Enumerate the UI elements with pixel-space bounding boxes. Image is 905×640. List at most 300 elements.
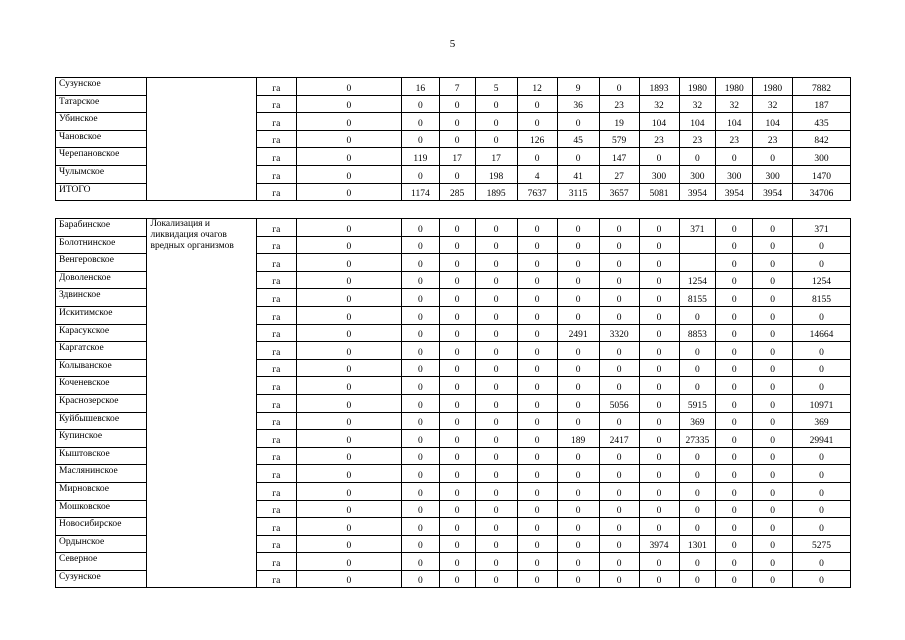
value-cell: 0 [753,271,793,289]
unit-cell: га [256,553,296,571]
value-cell: 0 [557,465,599,483]
value-cell: 0 [557,553,599,571]
value-cell: 0 [599,289,639,307]
value-cell: 0 [517,394,557,412]
value-cell: 0 [599,518,639,536]
value-cell: 0 [517,412,557,430]
value-cell: 0 [475,236,517,254]
unit-cell: га [256,130,296,148]
region-name-cell: Северное [56,553,147,571]
value-cell: 0 [557,306,599,324]
region-name-cell: Убинское [56,113,147,131]
value-cell: 0 [679,465,716,483]
value-cell: 0 [296,359,401,377]
value-cell: 0 [296,553,401,571]
region-name-cell: Сузунское [56,78,147,96]
value-cell: 300 [639,165,679,183]
value-cell: 23 [679,130,716,148]
value-cell: 0 [599,447,639,465]
value-cell: 0 [517,482,557,500]
value-cell: 0 [475,271,517,289]
value-cell: 0 [753,447,793,465]
value-cell: 371 [679,219,716,237]
unit-cell: га [256,289,296,307]
table-row [56,78,851,96]
value-cell: 198 [475,165,517,183]
value-cell: 0 [639,447,679,465]
value-cell: 0 [439,236,475,254]
region-name-cell: Здвинское [56,289,147,307]
value-cell: 0 [296,306,401,324]
value-cell: 0 [753,518,793,536]
value-cell: 0 [716,219,753,237]
region-name-cell: Болотнинское [56,236,147,254]
value-cell: 0 [439,447,475,465]
value-cell: 0 [753,289,793,307]
bottom-data-table [55,218,851,588]
value-cell: 3320 [599,324,639,342]
value-cell: 0 [517,359,557,377]
value-cell: 0 [401,518,439,536]
value-cell: 0 [753,394,793,412]
value-cell: 0 [639,394,679,412]
value-cell: 189 [557,430,599,448]
value-cell: 0 [517,500,557,518]
value-cell: 0 [475,95,517,113]
unit-cell: га [256,570,296,588]
value-cell: 0 [517,113,557,131]
value-cell: 1893 [639,78,679,96]
unit-cell: га [256,482,296,500]
value-cell: 0 [401,535,439,553]
unit-cell: га [256,324,296,342]
value-cell: 17 [439,148,475,166]
value-cell: 0 [716,518,753,536]
value-cell: 147 [599,148,639,166]
value-cell: 0 [401,289,439,307]
value-cell: 0 [296,430,401,448]
value-cell: 0 [296,482,401,500]
value-cell: 0 [475,219,517,237]
region-name-cell: Чановское [56,130,147,148]
region-name-cell: Каргатское [56,342,147,360]
value-cell: 0 [401,500,439,518]
value-cell: 0 [296,219,401,237]
value-cell: 0 [401,412,439,430]
value-cell: 0 [716,342,753,360]
value-cell: 0 [401,377,439,395]
value-cell: 3954 [753,183,793,201]
unit-cell: га [256,254,296,272]
unit-cell: га [256,394,296,412]
value-cell: 5 [475,78,517,96]
value-cell: 0 [517,271,557,289]
value-cell: 0 [439,342,475,360]
value-cell: 0 [401,465,439,483]
value-cell: 0 [517,324,557,342]
value-cell: 0 [439,359,475,377]
total-value-cell: 5275 [793,535,851,553]
value-cell: 0 [716,430,753,448]
unit-cell: га [256,500,296,518]
value-cell: 5915 [679,394,716,412]
value-cell: 119 [401,148,439,166]
value-cell: 45 [557,130,599,148]
value-cell: 300 [716,165,753,183]
value-cell: 0 [296,113,401,131]
value-cell: 8155 [679,289,716,307]
value-cell: 0 [716,570,753,588]
value-cell: 0 [753,342,793,360]
value-cell: 0 [639,148,679,166]
top-data-table [55,77,851,201]
region-name-cell: Новосибирское [56,518,147,536]
value-cell: 0 [679,306,716,324]
total-value-cell: 0 [793,570,851,588]
value-cell: 0 [475,324,517,342]
region-name-cell: Татарское [56,95,147,113]
value-cell: 579 [599,130,639,148]
region-name-cell: Мирновское [56,482,147,500]
value-cell: 0 [296,95,401,113]
value-cell: 0 [557,394,599,412]
value-cell: 5081 [639,183,679,201]
value-cell: 1980 [716,78,753,96]
value-cell: 3954 [716,183,753,201]
value-cell: 300 [679,165,716,183]
value-cell: 12 [517,78,557,96]
value-cell: 0 [599,465,639,483]
total-value-cell: 0 [793,447,851,465]
unit-cell: га [256,183,296,201]
value-cell: 0 [517,570,557,588]
unit-cell: га [256,430,296,448]
value-cell: 104 [679,113,716,131]
total-value-cell: 0 [793,518,851,536]
total-value-cell: 14664 [793,324,851,342]
value-cell: 0 [475,570,517,588]
total-value-cell: 300 [793,148,851,166]
value-cell: 0 [557,482,599,500]
value-cell: 0 [296,130,401,148]
value-cell: 0 [599,359,639,377]
value-cell: 0 [599,500,639,518]
value-cell: 0 [753,236,793,254]
unit-cell: га [256,377,296,395]
value-cell: 0 [517,553,557,571]
value-cell: 104 [753,113,793,131]
value-cell: 0 [557,359,599,377]
value-cell: 0 [517,535,557,553]
value-cell: 0 [639,500,679,518]
value-cell: 0 [716,553,753,571]
value-cell: 0 [475,306,517,324]
value-cell [679,236,716,254]
value-cell: 0 [475,377,517,395]
value-cell: 0 [439,553,475,571]
value-cell: 0 [401,430,439,448]
value-cell: 0 [557,412,599,430]
value-cell: 9 [557,78,599,96]
value-cell: 369 [679,412,716,430]
value-cell: 0 [475,465,517,483]
value-cell: 1980 [679,78,716,96]
value-cell: 0 [296,518,401,536]
value-cell: 0 [475,254,517,272]
region-name-cell: Ордынское [56,535,147,553]
value-cell: 0 [557,535,599,553]
value-cell: 1254 [679,271,716,289]
unit-cell: га [256,219,296,237]
value-cell: 0 [401,394,439,412]
value-cell: 0 [401,553,439,571]
value-cell: 0 [557,113,599,131]
value-cell: 0 [753,359,793,377]
value-cell: 0 [401,271,439,289]
value-cell: 23 [716,130,753,148]
value-cell: 0 [475,430,517,448]
value-cell: 0 [296,394,401,412]
region-name-cell: Куйбышевское [56,412,147,430]
value-cell: 32 [753,95,793,113]
value-cell: 0 [296,535,401,553]
value-cell: 0 [475,342,517,360]
value-cell: 0 [517,377,557,395]
value-cell: 0 [439,306,475,324]
value-cell: 0 [639,342,679,360]
value-cell: 0 [753,412,793,430]
value-cell: 0 [716,306,753,324]
measure-description-cell: Локализация и ликвидация очагов вредных организмов [147,219,256,588]
value-cell: 0 [517,447,557,465]
value-cell: 0 [557,500,599,518]
value-cell: 0 [475,553,517,571]
total-value-cell: 0 [793,254,851,272]
value-cell: 32 [639,95,679,113]
value-cell: 0 [753,482,793,500]
total-value-cell: 371 [793,219,851,237]
region-name-cell: Искитимское [56,306,147,324]
total-value-cell: 0 [793,553,851,571]
value-cell: 0 [753,430,793,448]
total-value-cell: 29941 [793,430,851,448]
value-cell: 126 [517,130,557,148]
value-cell: 0 [557,447,599,465]
table-row [56,219,851,237]
value-cell: 1174 [401,183,439,201]
value-cell: 0 [753,377,793,395]
value-cell: 27335 [679,430,716,448]
unit-cell: га [256,165,296,183]
value-cell: 23 [639,130,679,148]
value-cell: 0 [753,535,793,553]
value-cell: 0 [599,219,639,237]
value-cell: 0 [296,183,401,201]
unit-cell: га [256,236,296,254]
value-cell: 2491 [557,324,599,342]
value-cell: 0 [517,95,557,113]
value-cell: 0 [439,394,475,412]
value-cell: 0 [439,500,475,518]
page-number: 5 [449,38,456,50]
value-cell: 4 [517,165,557,183]
value-cell: 300 [753,165,793,183]
value-cell: 0 [475,130,517,148]
value-cell: 0 [557,236,599,254]
value-cell: 8853 [679,324,716,342]
value-cell: 0 [599,412,639,430]
value-cell: 0 [599,254,639,272]
value-cell: 0 [599,535,639,553]
region-name-cell: Черепановское [56,148,147,166]
value-cell: 0 [716,148,753,166]
region-name-cell: Барабинское [56,219,147,237]
unit-cell: га [256,412,296,430]
value-cell: 0 [639,465,679,483]
value-cell: 1980 [753,78,793,96]
value-cell: 0 [439,95,475,113]
value-cell: 0 [439,254,475,272]
total-value-cell: 0 [793,359,851,377]
region-name-cell: Маслянинское [56,465,147,483]
value-cell: 0 [296,412,401,430]
value-cell: 0 [296,165,401,183]
value-cell: 0 [557,342,599,360]
unit-cell: га [256,271,296,289]
value-cell: 19 [599,113,639,131]
value-cell [679,254,716,272]
value-cell: 0 [716,359,753,377]
value-cell: 0 [475,535,517,553]
value-cell: 0 [753,219,793,237]
value-cell: 0 [639,430,679,448]
value-cell: 0 [599,570,639,588]
value-cell: 0 [401,236,439,254]
value-cell: 0 [557,377,599,395]
value-cell: 0 [517,430,557,448]
value-cell: 0 [439,377,475,395]
value-cell: 0 [599,553,639,571]
value-cell: 0 [753,465,793,483]
value-cell: 7637 [517,183,557,201]
value-cell: 0 [439,165,475,183]
value-cell: 0 [599,342,639,360]
region-name-cell: Карасукское [56,324,147,342]
value-cell: 0 [296,78,401,96]
region-name-cell: Краснозерское [56,394,147,412]
unit-cell: га [256,95,296,113]
value-cell: 0 [296,447,401,465]
value-cell: 0 [639,570,679,588]
value-cell: 32 [716,95,753,113]
value-cell: 0 [517,465,557,483]
value-cell: 0 [401,113,439,131]
value-cell: 0 [475,500,517,518]
region-name-cell: Коченевское [56,377,147,395]
region-name-cell: Колыванское [56,359,147,377]
value-cell: 0 [439,518,475,536]
value-cell: 0 [475,289,517,307]
value-cell: 27 [599,165,639,183]
value-cell: 0 [401,342,439,360]
value-cell: 0 [401,359,439,377]
total-value-cell: 0 [793,465,851,483]
value-cell: 0 [599,236,639,254]
value-cell: 0 [439,271,475,289]
value-cell: 0 [296,500,401,518]
total-value-cell: 1470 [793,165,851,183]
total-value-cell: 369 [793,412,851,430]
region-name-cell: Доволенское [56,271,147,289]
value-cell: 5056 [599,394,639,412]
value-cell: 0 [517,236,557,254]
value-cell: 0 [296,271,401,289]
value-cell: 0 [439,535,475,553]
value-cell: 0 [517,306,557,324]
value-cell: 0 [296,148,401,166]
value-cell: 0 [716,535,753,553]
value-cell: 0 [517,148,557,166]
value-cell: 0 [401,447,439,465]
value-cell: 3115 [557,183,599,201]
value-cell: 0 [679,482,716,500]
value-cell: 0 [296,254,401,272]
value-cell: 0 [475,113,517,131]
value-cell: 285 [439,183,475,201]
value-cell: 0 [475,394,517,412]
region-name-cell: Сузунское [56,570,147,588]
unit-cell: га [256,535,296,553]
value-cell: 0 [639,236,679,254]
value-cell: 2417 [599,430,639,448]
value-cell: 0 [557,271,599,289]
value-cell: 0 [599,306,639,324]
value-cell: 36 [557,95,599,113]
region-name-cell: Кыштовское [56,447,147,465]
value-cell: 0 [517,219,557,237]
value-cell: 0 [639,289,679,307]
unit-cell: га [256,465,296,483]
value-cell: 0 [439,430,475,448]
value-cell: 0 [401,130,439,148]
total-value-cell: 1254 [793,271,851,289]
value-cell: 0 [296,465,401,483]
value-cell: 0 [753,324,793,342]
value-cell: 23 [599,95,639,113]
value-cell: 0 [679,500,716,518]
region-name-cell: Венгеровское [56,254,147,272]
value-cell: 0 [639,412,679,430]
value-cell: 0 [557,289,599,307]
value-cell: 0 [716,412,753,430]
value-cell: 0 [679,342,716,360]
value-cell: 0 [401,165,439,183]
value-cell: 0 [639,324,679,342]
total-value-cell: 0 [793,342,851,360]
value-cell: 0 [753,553,793,571]
value-cell: 0 [439,219,475,237]
value-cell: 0 [517,289,557,307]
value-cell: 0 [401,570,439,588]
total-value-cell: 435 [793,113,851,131]
region-name-cell: Чулымское [56,165,147,183]
value-cell: 0 [557,570,599,588]
value-cell: 16 [401,78,439,96]
value-cell: 32 [679,95,716,113]
value-cell: 0 [679,447,716,465]
value-cell: 0 [439,324,475,342]
value-cell: 0 [639,271,679,289]
